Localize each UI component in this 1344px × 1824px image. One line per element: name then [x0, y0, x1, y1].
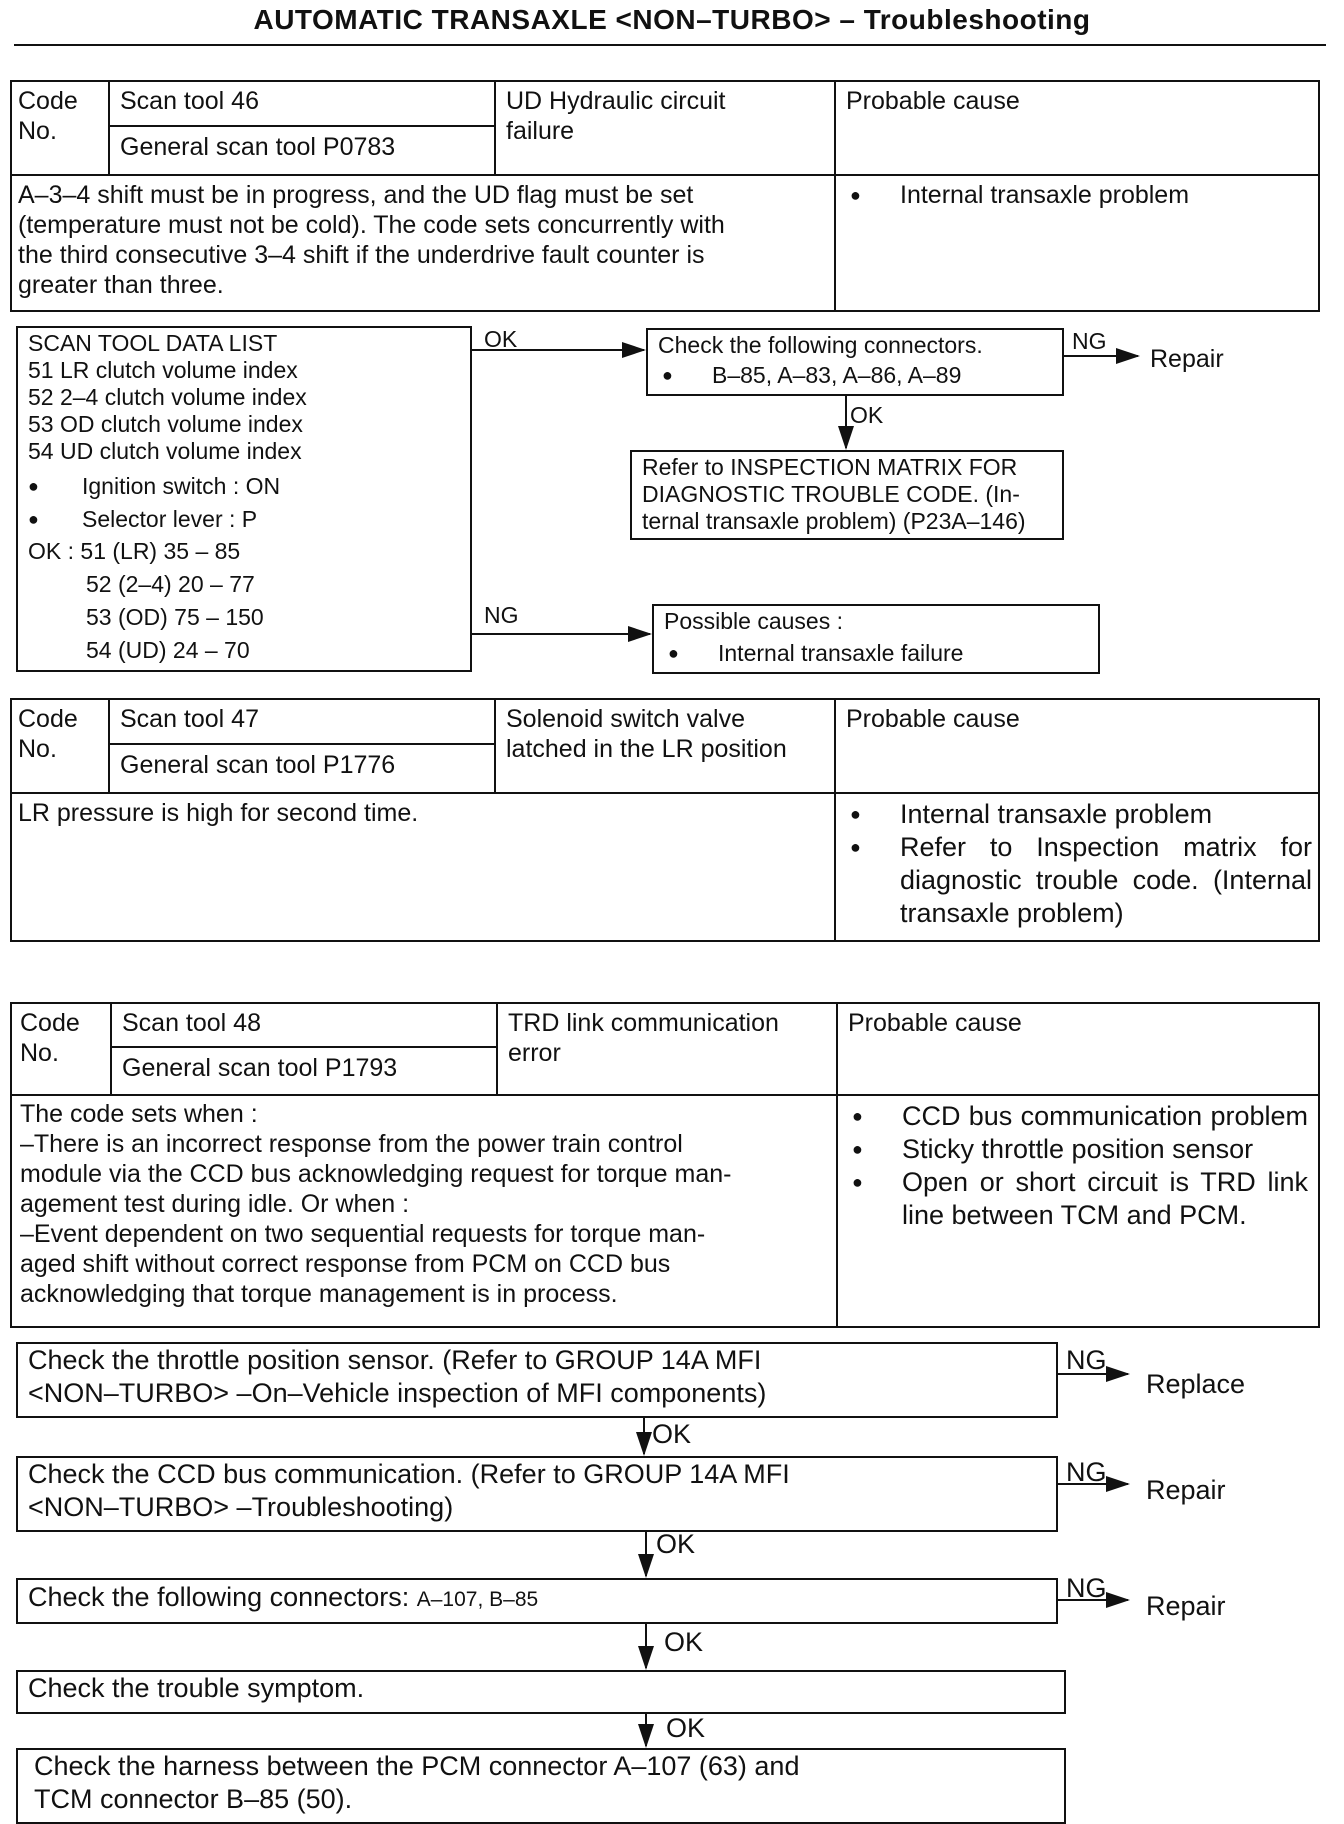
refer-text-line: Refer to INSPECTION MATRIX FOR [642, 454, 1018, 480]
code48-description-line: –Event dependent on two sequential requests for torque man- [20, 1220, 706, 1248]
code48-general-scan-tool: General scan tool P1793 [122, 1054, 398, 1082]
step2-text-line: <NON–TURBO> –Troubleshooting) [28, 1492, 454, 1522]
check-connectors-text: Check the following connectors. [658, 332, 983, 358]
code48-description-line: aged shift without correct response from PCM on CCD bus [20, 1250, 671, 1278]
ok-range: 53 (OD) 75 – 150 [86, 604, 264, 630]
ok-label: OK [666, 1713, 706, 1743]
code48-description-line: –There is an incorrect response from the power train control [20, 1130, 683, 1158]
refer-text-line: ternal transaxle problem) (P23A–146) [642, 508, 1026, 534]
page-title: AUTOMATIC TRANSAXLE <NON–TURBO> – Troubleshooting [253, 4, 1091, 35]
code47-scan-tool: Scan tool 47 [120, 705, 259, 733]
code47-name-line2: latched in the LR position [506, 735, 787, 763]
repair-label: Repair [1146, 1591, 1226, 1621]
code47-description: LR pressure is high for second time. [18, 799, 419, 827]
condition-item: ● Selector lever : P [24, 503, 280, 536]
code48-description-line: The code sets when : [20, 1100, 258, 1128]
ok-label: OK [652, 1419, 692, 1449]
repair-label: Repair [1146, 1475, 1226, 1505]
no-label: No. [20, 1039, 59, 1067]
code46-description-line: A–3–4 shift must be in progress, and the UD flag must be set [18, 181, 694, 209]
ok-label: OK [850, 402, 884, 428]
ok-range: 52 (2–4) 20 – 77 [86, 571, 255, 597]
condition-item: ● Ignition switch : ON [24, 470, 280, 503]
code48-description-line: agement test during idle. Or when : [20, 1190, 410, 1218]
data-list-title: SCAN TOOL DATA LIST [28, 330, 278, 356]
refer-text-line: DIAGNOSTIC TROUBLE CODE. (In- [642, 481, 1020, 507]
code46-scan-tool: Scan tool 46 [120, 87, 259, 115]
replace-label: Replace [1146, 1369, 1246, 1399]
no-label: No. [18, 735, 57, 763]
repair-label: Repair [1150, 345, 1224, 373]
step4-text: Check the trouble symptom. [28, 1673, 365, 1703]
code47-cause: ● Refer to Inspection matrix for diagnostic trouble code. (Internal transaxle problem) [846, 831, 1312, 930]
ng-label: NG [484, 602, 519, 628]
no-label: No. [18, 117, 57, 145]
code46-description-line: (temperature must not be cold). The code sets concurrently with [18, 211, 725, 239]
step5-text-line: TCM connector B–85 (50). [34, 1784, 353, 1814]
probable-cause-label: Probable cause [846, 705, 1020, 733]
data-list-item: 53 OD clutch volume index [28, 411, 303, 437]
step1-text-line: Check the throttle position sensor. (Refer to GROUP 14A MFI [28, 1345, 762, 1375]
data-list-item: 54 UD clutch volume index [28, 438, 302, 464]
code48-description-line: module via the CCD bus acknowledging request for torque man- [20, 1160, 732, 1188]
connector-item: ● B–85, A–83, A–86, A–89 [658, 362, 961, 389]
ng-label: NG [1066, 1457, 1107, 1487]
possible-cause-item: ● Internal transaxle failure [664, 640, 963, 667]
code48-description-line: acknowledging that torque management is in process. [20, 1280, 618, 1308]
step2-text-line: Check the CCD bus communication. (Refer to GROUP 14A MFI [28, 1459, 790, 1489]
ok-label: OK [664, 1627, 704, 1657]
code47-name-line1: Solenoid switch valve [506, 705, 746, 733]
data-list-item: 52 2–4 clutch volume index [28, 384, 307, 410]
code47-general-scan-tool: General scan tool P1776 [120, 751, 396, 779]
step5-text-line: Check the harness between the PCM connector A–107 (63) and [34, 1751, 800, 1781]
code-label: Code [18, 705, 78, 733]
code46-description-line: the third consecutive 3–4 shift if the underdrive fault counter is [18, 241, 705, 269]
ok-label: OK [484, 326, 518, 352]
data-list-item: 51 LR clutch volume index [28, 357, 298, 383]
code48-scan-tool: Scan tool 48 [122, 1009, 261, 1037]
code46-name-line2: failure [506, 117, 575, 145]
code46-name-line1: UD Hydraulic circuit [506, 87, 726, 115]
code46-general-scan-tool: General scan tool P0783 [120, 133, 396, 161]
code48-cause: ● Sticky throttle position sensor [848, 1133, 1308, 1166]
code48-cause: ● Open or short circuit is TRD link line between TCM and PCM. [848, 1166, 1308, 1232]
ok-range: OK : 51 (LR) 35 – 85 [28, 538, 241, 564]
ok-label: OK [656, 1529, 696, 1559]
ok-range: 54 (UD) 24 – 70 [86, 637, 250, 663]
probable-cause-label: Probable cause [848, 1009, 1022, 1037]
code-label: Code [18, 87, 78, 115]
code48-cause: ● CCD bus communication problem [848, 1100, 1308, 1133]
code-label: Code [20, 1009, 80, 1037]
code46-description-line: greater than three. [18, 271, 224, 299]
code48-name-line2: error [508, 1039, 561, 1067]
code47-cause: ● Internal transaxle problem [846, 798, 1312, 831]
step3-label: Check the following connectors: [28, 1582, 410, 1612]
step1-text-line: <NON–TURBO> –On–Vehicle inspection of MFI components) [28, 1378, 767, 1408]
ng-label: NG [1066, 1345, 1107, 1375]
probable-cause-label: Probable cause [846, 87, 1020, 115]
ng-label: NG [1072, 328, 1107, 354]
step3-connectors: A–107, B–85 [416, 1588, 539, 1611]
possible-causes-title: Possible causes : [664, 608, 843, 634]
code46-cause: ● Internal transaxle problem [846, 180, 1189, 210]
code48-name-line1: TRD link communication [508, 1009, 779, 1037]
ng-label: NG [1066, 1573, 1107, 1603]
